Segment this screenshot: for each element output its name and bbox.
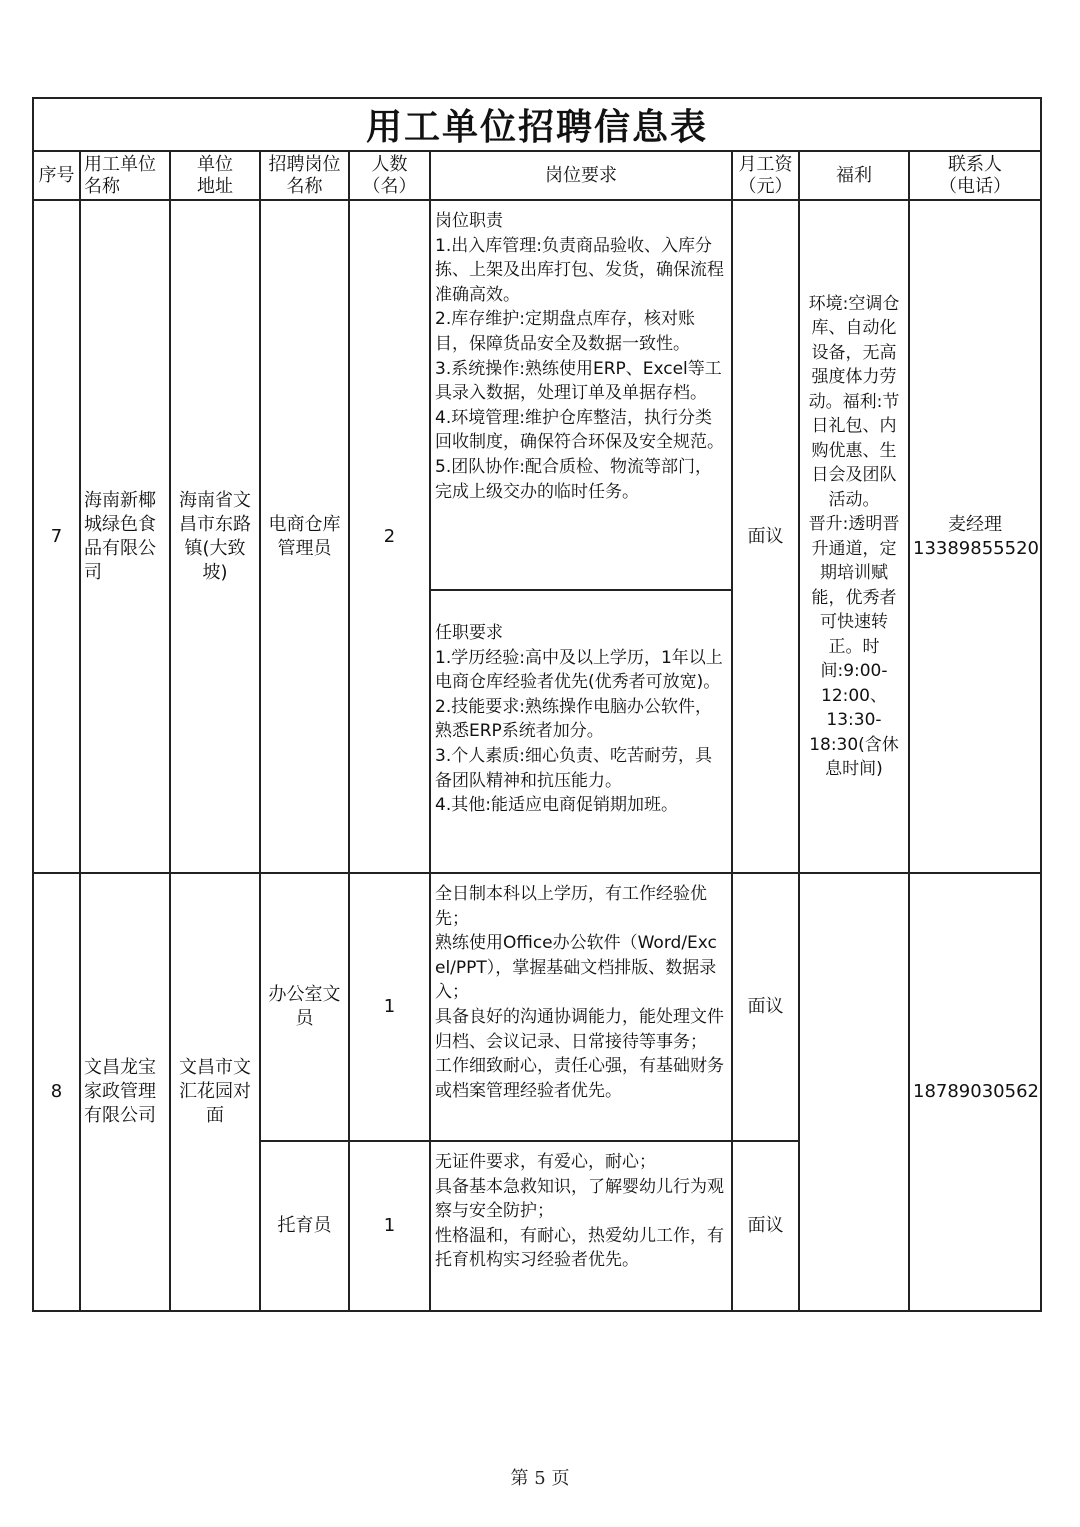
row-seq: 8	[33, 873, 80, 1311]
header-salary-line2: （元）	[738, 175, 793, 197]
header-seq: 序号	[33, 151, 80, 200]
header-address-line1: 单位	[197, 153, 233, 175]
row-count: 1	[349, 1141, 430, 1311]
header-position-line2: 名称	[286, 175, 323, 197]
header-position	[260, 151, 349, 200]
row-salary: 面议	[732, 1141, 799, 1311]
row-salary: 面议	[732, 873, 799, 1141]
header-benefits: 福利	[799, 151, 909, 200]
row-duties: 岗位职责 1.出入库管理:负责商品验收、入库分拣、上架及出库打包、发货，确保流程准确高效。 2.库存维护:定期盘点库存，核对账目，保障货品安全及数据一致性。 3.系统操作:熟练使用ERP、Excel等工具录入数据，处理订单及单据存档。 4.环境管理:维护仓库整洁，执行分类回收制度，确保符合环保及安全规范。 5.团队协作:配合质检、物流等部门，完成上级交办的临时任务。	[430, 200, 732, 590]
header-position-line1: 招聘岗位	[268, 153, 341, 175]
row-address: 文昌市文汇花园对面	[170, 873, 260, 1311]
row-address: 海南省文昌市东路镇(大致坡)	[170, 200, 260, 873]
row-benefits	[799, 873, 909, 1311]
row-qualifications: 任职要求 1.学历经验:高中及以上学历，1年以上电商仓库经验者优先(优秀者可放宽)。 2.技能要求:熟练操作电脑办公软件，熟悉ERP系统者加分。 3.个人素质:细心负责、吃苦耐劳，具备团队精神和抗压能力。 4.其他:能适应电商促销期加班。	[430, 590, 732, 873]
row-position: 电商仓库管理员	[260, 200, 349, 873]
row-requirements: 全日制本科以上学历，有工作经验优先； 熟练使用Office办公软件（Word/Excel/PPT），掌握基础文档排版、数据录入； 具备良好的沟通协调能力，能处理文件归档、会议记录、日常接待等事务； 工作细致耐心，责任心强，有基础财务或档案管理经验者优先。	[430, 873, 732, 1141]
header-count-line1: 人数	[371, 153, 408, 175]
row-position: 办公室文员	[260, 873, 349, 1141]
header-count	[349, 151, 430, 200]
table-row	[33, 873, 1041, 1141]
header-address-line2: 地址	[197, 175, 233, 197]
row-contact	[909, 873, 1041, 1311]
row-position: 托育员	[260, 1141, 349, 1311]
header-company-line2: 名称	[84, 175, 120, 197]
table-title: 用工单位招聘信息表	[33, 98, 1041, 151]
row-salary: 面议	[732, 200, 799, 873]
header-company	[80, 151, 170, 200]
header-contact-line2: （电话）	[939, 175, 1012, 197]
row-count: 2	[349, 200, 430, 873]
header-company-line1: 用工单位	[84, 153, 156, 175]
header-count-line2: （名）	[362, 175, 417, 197]
table-row	[33, 200, 1041, 590]
recruitment-table	[32, 97, 1042, 1312]
header-salary	[732, 151, 799, 200]
page-number: 第 5 页	[510, 1468, 570, 1489]
row-seq: 7	[33, 200, 80, 873]
contact-phone: 13389855520	[913, 537, 1039, 559]
header-contact	[909, 151, 1041, 200]
header-contact-line1: 联系人	[948, 153, 1003, 175]
contact-name: 麦经理	[948, 513, 1003, 535]
header-requirements: 岗位要求	[430, 151, 732, 200]
header-salary-line1: 月工资	[738, 153, 793, 175]
header-address	[170, 151, 260, 200]
row-company: 文昌龙宝家政管理有限公司	[80, 873, 170, 1311]
row-requirements: 无证件要求，有爱心，耐心； 具备基本急救知识，了解婴幼儿行为观察与安全防护； 性格温和，有耐心，热爱幼儿工作，有托育机构实习经验者优先。	[430, 1141, 732, 1311]
row-contact	[909, 200, 1041, 873]
row-benefits: 环境:空调仓库、自动化设备，无高强度体力劳动。福利:节日礼包、内购优惠、生日会及团队活动。 晋升:透明晋升通道，定期培训赋能，优秀者可快速转正。时间:9:00-12:00、13:30-18:30(含休息时间)	[799, 200, 909, 873]
contact-phone: 18789030562	[913, 1081, 1039, 1102]
header-row	[33, 151, 1041, 200]
row-company: 海南新椰城绿色食品有限公司	[80, 200, 170, 873]
row-count: 1	[349, 873, 430, 1141]
